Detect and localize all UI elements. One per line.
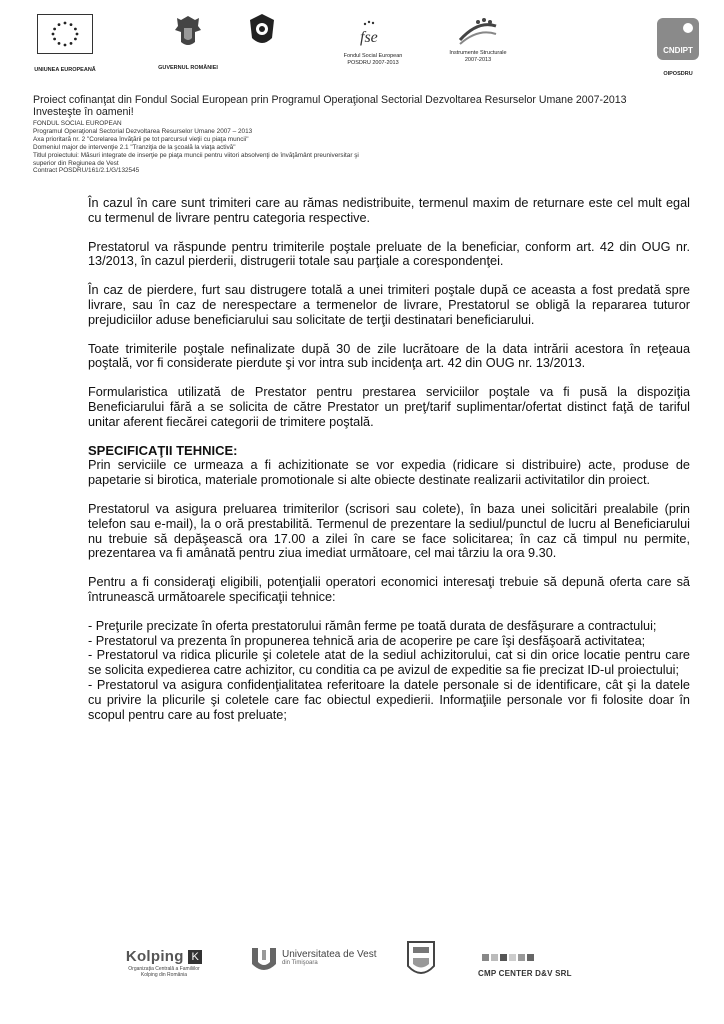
gov-caption: GUVERNUL ROMÂNIEI (158, 65, 218, 71)
paragraph-loss: În caz de pierdere, furt sau distrugere totală a unei trimiteri poştale după ce aceasta a fost predată spre livrare, sau în caz de nerespectare a termenelor de livrare, Prestatorul se obligă la repararea tuturor prejudiciilor aduse beneficiarului sau solicitate de terţii destinatari beneficiarului. (88, 283, 690, 327)
eu-caption: UNIUNEA EUROPEANĂ (34, 67, 96, 73)
cndipt-mark-text: CNDIPT (663, 46, 693, 55)
ministry-badge-icon (247, 12, 277, 48)
structural-instruments-icon (454, 14, 502, 50)
spec-paragraph-eligibility: Pentru a fi consideraţi eligibili, potenţialii operatori economici interesaţi trebuie să depună oferta care să întrunească următoarele specificaţii tehnice: (88, 575, 690, 604)
paragraph-liability: Prestatorul va răspunde pentru trimiterile poştale preluate de la beneficiar, conform art. 42 din OUG nr. 13/2013, în cazul pierderii, distrugerii totale sau parţiale a corespondenţei. (88, 239, 690, 269)
document-body (88, 196, 690, 722)
eu-logo (30, 14, 100, 74)
eu-flag-icon (37, 14, 93, 54)
project-cofinance-line: Proiect cofinanţat din Fondul Social European prin Programul Operaţional Sectorial Dezvoltarea Resurselor Umane 2007-2013 (33, 94, 627, 106)
instruments-caption-2: 2007-2013 (464, 57, 492, 63)
kolping-caption-1: Organizaţia Centrală a Familiilor (128, 966, 200, 972)
fse-caption-1: Fondul Social European (343, 53, 403, 59)
gov-logo (148, 14, 228, 72)
specs-heading: SPECIFICAŢII TEHNICE: (88, 442, 238, 458)
svg-text:fse: fse (360, 29, 378, 46)
school-crest-icon (404, 938, 438, 982)
paragraph-unfinished: Toate trimiterile poştale nefinalizate după 30 de zile lucrătoare de la data intrării acestora în reţeaua poştală, vor fi considerate pierdute şi vor intra sub incidenţa art. 42 din OUG nr. 13/2013. (88, 341, 690, 371)
slogan: Investeşte în oameni! (33, 106, 134, 118)
paragraph-forms: Formularistica utilizată de Prestator pentru prestarea serviciilor poştale va fi pusă la dispoziţia Beneficiarului fără a se solicita de către Prestator un preţ/tarif suplimentar/ofertat distinct faţă de tariful unitar aferent fiecărei categorii de trimitere poştală. (88, 385, 690, 429)
uvt-logo (250, 946, 380, 972)
school-crest-logo (404, 938, 440, 987)
cmp-name: CMP CENTER D&V SRL (478, 969, 572, 978)
kolping-k-icon: K (188, 950, 202, 964)
detail-line: Axa prioritară nr. 2 "Corelarea învăţării pe tot parcursul vieţii cu piaţa muncii" (33, 135, 249, 143)
coat-of-arms-icon (173, 14, 203, 50)
detail-line: Contract POSDRU/161/2.1/G/132545 (33, 167, 140, 175)
uvt-name: Universitatea de Vest (282, 949, 377, 960)
bullet-prices: - Preţurile precizate în oferta prestatorului rămân ferme pe toată durata de desfăşurare a contractului; (88, 618, 657, 633)
instruments-logo (430, 14, 526, 64)
cndipt-icon (655, 16, 701, 62)
fse-caption-2: POSDRU 2007-2013 (347, 60, 399, 66)
paragraph-returns: În cazul în care sunt trimiteri care au rămas nedistribuite, termenul maxim de returnare este cel mult egal cu termenul de livrare pentru categoria respective. (88, 196, 690, 225)
oiposdru-caption: OIPOSDRU (663, 71, 693, 77)
oiposdru-logo (650, 16, 706, 78)
bullet-confidentiality: - Prestatorul va asigura confidenţialitatea referitoare la datele personale si de identificare, cât şi la datele cu privire la plicurile şi coletele care fac obiectul expedierii. Informaţiile personale vor fi folosite doar în scopul pentru care au fost preluate; (88, 677, 690, 722)
project-details (33, 120, 503, 175)
kolping-name: Kolping (125, 948, 184, 965)
fse-icon (355, 18, 391, 48)
fse-logo (330, 18, 416, 67)
kolping-logo (114, 948, 214, 978)
detail-line: Domeniul major de intervenţie 2.1 "Tranziţia de la şcoală la viaţa activă" (33, 143, 236, 151)
detail-line: Titlul proiectului: Măsuri integrate de inserţie pe piaţa muncii pentru viitori absolvenţi de învăţământ preuniversitar şi (33, 151, 359, 159)
instruments-caption-1: Instrumente Structurale (449, 50, 507, 56)
bullet-coverage: - Prestatorul va prezenta în propunerea tehnică aria de acoperire pe care îşi desfăşoară activitatea; (88, 633, 646, 648)
mmfps-logo (242, 12, 282, 53)
bullet-pickup: - Prestatorul va ridica plicurile şi coletele atat de la sediul achizitorului, cat si din orice locatie pentru care se solicita expedierea catre achizitor, cu conditia ca pe avizul de expeditie sa fie precizat ID-ul proiectului; (88, 648, 690, 678)
detail-line: superior din Regiunea de Vest (33, 159, 119, 167)
footer-logos (0, 938, 724, 998)
detail-line: Programul Operaţional Sectorial Dezvoltarea Resurselor Umane 2007 – 2013 (33, 127, 253, 135)
kolping-caption-2: Kolping din România (140, 972, 188, 978)
project-statement (33, 94, 683, 118)
cmp-logo (478, 948, 608, 978)
header-logos (0, 0, 724, 82)
spec-paragraph-services: Prin serviciile ce urmeaza a fi achizitionate se vor expedia (ridicare si distribuire) acte, produse de papetarie si birotica, materiale promotionale si alte obiecte destinate realizarii activitatilor din proiect. (88, 458, 690, 488)
uvt-subtitle: din Timişoara (282, 960, 318, 966)
detail-line: FONDUL SOCIAL EUROPEAN (33, 120, 122, 127)
spec-paragraph-pickup: Prestatorul va asigura preluarea trimiterilor (scrisori sau colete), în baza unei solicitări prealabile (prin telefon sau e-mail), la o oră prestabilită. Termenul de prezentare la sediul/punctul de lucru al Beneficiarului nu trebuie să depăşească ora 17.00 a zilei în care se face solicitarea; în caz că timpul nu permite, prezentarea va fi amânată pentru ziua imediat următoare, cel mai târziu la ora 9.30. (88, 501, 690, 561)
uvt-emblem-icon (250, 946, 278, 972)
cmp-pixel-mark-icon (482, 948, 608, 966)
